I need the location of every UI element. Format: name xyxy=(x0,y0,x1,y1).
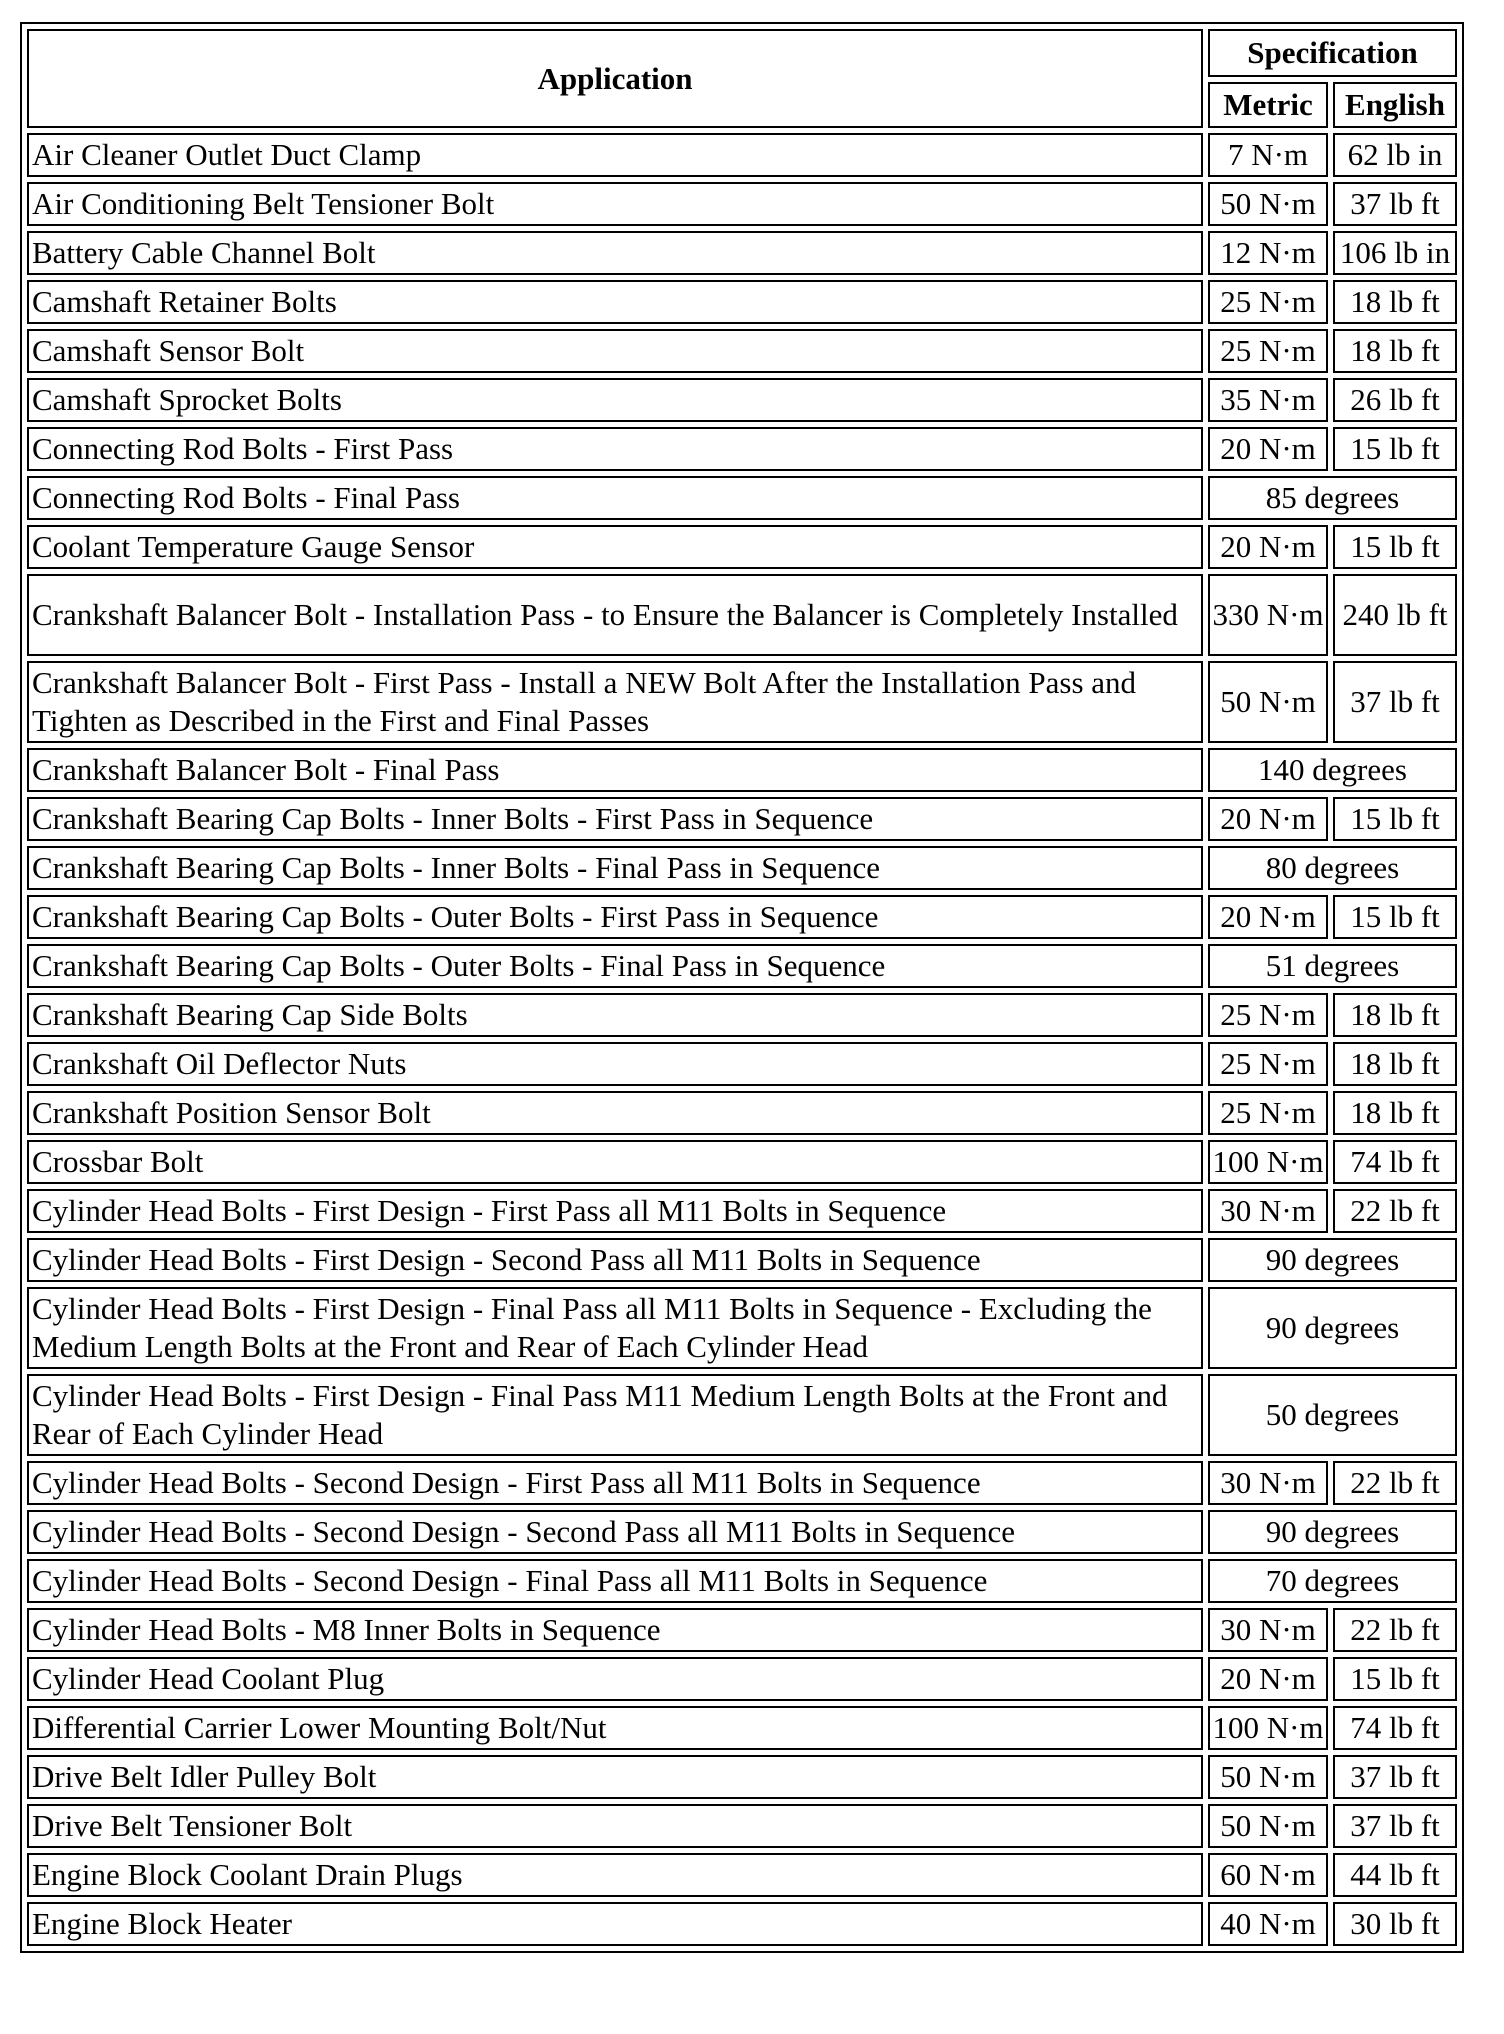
application-cell: Cylinder Head Bolts - Second Design - Final Pass all M11 Bolts in Sequence xyxy=(27,1559,1203,1603)
metric-cell: 25 N·m xyxy=(1208,280,1328,324)
application-cell: Cylinder Head Bolts - First Design - Final Pass M11 Medium Length Bolts at the Front and Rear of Each Cylinder Head xyxy=(27,1374,1203,1456)
metric-cell: 50 N·m xyxy=(1208,182,1328,226)
english-cell: 30 lb ft xyxy=(1333,1902,1457,1946)
specification-cell: 90 degrees xyxy=(1208,1238,1457,1282)
english-cell: 22 lb ft xyxy=(1333,1189,1457,1233)
english-cell: 37 lb ft xyxy=(1333,182,1457,226)
application-cell: Differential Carrier Lower Mounting Bolt/Nut xyxy=(27,1706,1203,1750)
table-row xyxy=(27,1091,1457,1135)
torque-spec-table xyxy=(20,22,1464,1953)
table-row xyxy=(27,1608,1457,1652)
application-cell: Crankshaft Bearing Cap Side Bolts xyxy=(27,993,1203,1037)
table-row xyxy=(27,661,1457,743)
table-row xyxy=(27,748,1457,792)
english-cell: 18 lb ft xyxy=(1333,280,1457,324)
metric-cell: 20 N·m xyxy=(1208,895,1328,939)
english-cell: 62 lb in xyxy=(1333,133,1457,177)
metric-cell: 30 N·m xyxy=(1208,1608,1328,1652)
metric-cell: 100 N·m xyxy=(1208,1706,1328,1750)
metric-cell: 35 N·m xyxy=(1208,378,1328,422)
english-cell: 18 lb ft xyxy=(1333,1042,1457,1086)
specification-cell: 70 degrees xyxy=(1208,1559,1457,1603)
specification-cell: 85 degrees xyxy=(1208,476,1457,520)
metric-cell: 20 N·m xyxy=(1208,1657,1328,1701)
table-row xyxy=(27,1189,1457,1233)
table-row xyxy=(27,329,1457,373)
application-cell: Crossbar Bolt xyxy=(27,1140,1203,1184)
table-row xyxy=(27,231,1457,275)
table-row xyxy=(27,797,1457,841)
specification-cell: 80 degrees xyxy=(1208,846,1457,890)
application-cell: Cylinder Head Bolts - First Design - Second Pass all M11 Bolts in Sequence xyxy=(27,1238,1203,1282)
table-row xyxy=(27,525,1457,569)
table-row xyxy=(27,1804,1457,1848)
application-cell: Cylinder Head Bolts - Second Design - First Pass all M11 Bolts in Sequence xyxy=(27,1461,1203,1505)
english-cell: 15 lb ft xyxy=(1333,1657,1457,1701)
metric-cell: 20 N·m xyxy=(1208,427,1328,471)
metric-cell: 30 N·m xyxy=(1208,1189,1328,1233)
metric-cell: 50 N·m xyxy=(1208,1804,1328,1848)
english-cell: 18 lb ft xyxy=(1333,1091,1457,1135)
table-row xyxy=(27,1042,1457,1086)
english-cell: 15 lb ft xyxy=(1333,797,1457,841)
application-cell: Crankshaft Balancer Bolt - Final Pass xyxy=(27,748,1203,792)
english-cell: 44 lb ft xyxy=(1333,1853,1457,1897)
table-row xyxy=(27,133,1457,177)
table-row xyxy=(27,280,1457,324)
table-row xyxy=(27,993,1457,1037)
table-row xyxy=(27,1461,1457,1505)
metric-cell: 30 N·m xyxy=(1208,1461,1328,1505)
metric-header: Metric xyxy=(1208,82,1328,128)
table-header-row xyxy=(27,29,1457,77)
application-cell: Camshaft Sprocket Bolts xyxy=(27,378,1203,422)
metric-cell: 25 N·m xyxy=(1208,329,1328,373)
application-cell: Crankshaft Bearing Cap Bolts - Inner Bolts - Final Pass in Sequence xyxy=(27,846,1203,890)
application-cell: Cylinder Head Bolts - First Design - First Pass all M11 Bolts in Sequence xyxy=(27,1189,1203,1233)
english-cell: 15 lb ft xyxy=(1333,427,1457,471)
application-cell: Cylinder Head Bolts - First Design - Final Pass all M11 Bolts in Sequence - Excluding the Medium Length Bolts at the Front and Rear of Each Cylinder Head xyxy=(27,1287,1203,1369)
table-row xyxy=(27,427,1457,471)
english-cell: 22 lb ft xyxy=(1333,1608,1457,1652)
table-row xyxy=(27,846,1457,890)
application-cell: Crankshaft Balancer Bolt - First Pass - Install a NEW Bolt After the Installation Pass and Tighten as Described in the First and Final Passes xyxy=(27,661,1203,743)
metric-cell: 12 N·m xyxy=(1208,231,1328,275)
table-row xyxy=(27,1755,1457,1799)
english-cell: 106 lb in xyxy=(1333,231,1457,275)
table-row xyxy=(27,944,1457,988)
specification-cell: 90 degrees xyxy=(1208,1287,1457,1369)
english-cell: 37 lb ft xyxy=(1333,1804,1457,1848)
table-row xyxy=(27,182,1457,226)
english-cell: 26 lb ft xyxy=(1333,378,1457,422)
table-row xyxy=(27,1559,1457,1603)
specification-cell: 90 degrees xyxy=(1208,1510,1457,1554)
application-cell: Crankshaft Oil Deflector Nuts xyxy=(27,1042,1203,1086)
english-cell: 15 lb ft xyxy=(1333,525,1457,569)
application-cell: Cylinder Head Bolts - M8 Inner Bolts in Sequence xyxy=(27,1608,1203,1652)
table-row xyxy=(27,1706,1457,1750)
application-cell: Crankshaft Position Sensor Bolt xyxy=(27,1091,1203,1135)
application-cell: Cylinder Head Bolts - Second Design - Second Pass all M11 Bolts in Sequence xyxy=(27,1510,1203,1554)
english-cell: 15 lb ft xyxy=(1333,895,1457,939)
table-body xyxy=(27,133,1457,1946)
metric-cell: 25 N·m xyxy=(1208,1042,1328,1086)
application-cell: Engine Block Coolant Drain Plugs xyxy=(27,1853,1203,1897)
application-cell: Connecting Rod Bolts - First Pass xyxy=(27,427,1203,471)
table-row xyxy=(27,1510,1457,1554)
table-row xyxy=(27,895,1457,939)
application-cell: Drive Belt Idler Pulley Bolt xyxy=(27,1755,1203,1799)
application-cell: Crankshaft Bearing Cap Bolts - Inner Bolts - First Pass in Sequence xyxy=(27,797,1203,841)
application-cell: Air Conditioning Belt Tensioner Bolt xyxy=(27,182,1203,226)
metric-cell: 25 N·m xyxy=(1208,993,1328,1037)
metric-cell: 20 N·m xyxy=(1208,797,1328,841)
application-cell: Drive Belt Tensioner Bolt xyxy=(27,1804,1203,1848)
table-row xyxy=(27,1902,1457,1946)
english-header: English xyxy=(1333,82,1457,128)
english-cell: 74 lb ft xyxy=(1333,1706,1457,1750)
table-row xyxy=(27,1374,1457,1456)
application-cell: Crankshaft Bearing Cap Bolts - Outer Bolts - Final Pass in Sequence xyxy=(27,944,1203,988)
metric-cell: 25 N·m xyxy=(1208,1091,1328,1135)
metric-cell: 60 N·m xyxy=(1208,1853,1328,1897)
metric-cell: 330 N·m xyxy=(1208,574,1328,656)
application-cell: Battery Cable Channel Bolt xyxy=(27,231,1203,275)
application-cell: Crankshaft Bearing Cap Bolts - Outer Bolts - First Pass in Sequence xyxy=(27,895,1203,939)
metric-cell: 50 N·m xyxy=(1208,1755,1328,1799)
application-cell: Camshaft Sensor Bolt xyxy=(27,329,1203,373)
specification-cell: 51 degrees xyxy=(1208,944,1457,988)
table-row xyxy=(27,1657,1457,1701)
english-cell: 18 lb ft xyxy=(1333,329,1457,373)
table-row xyxy=(27,1287,1457,1369)
application-cell: Engine Block Heater xyxy=(27,1902,1203,1946)
metric-cell: 20 N·m xyxy=(1208,525,1328,569)
metric-cell: 100 N·m xyxy=(1208,1140,1328,1184)
english-cell: 22 lb ft xyxy=(1333,1461,1457,1505)
application-cell: Connecting Rod Bolts - Final Pass xyxy=(27,476,1203,520)
english-cell: 240 lb ft xyxy=(1333,574,1457,656)
specification-cell: 50 degrees xyxy=(1208,1374,1457,1456)
metric-cell: 40 N·m xyxy=(1208,1902,1328,1946)
application-cell: Coolant Temperature Gauge Sensor xyxy=(27,525,1203,569)
table-row xyxy=(27,574,1457,656)
application-cell: Crankshaft Balancer Bolt - Installation Pass - to Ensure the Balancer is Completely Installed xyxy=(27,574,1203,656)
table-row xyxy=(27,1853,1457,1897)
specification-cell: 140 degrees xyxy=(1208,748,1457,792)
application-header: Application xyxy=(27,29,1203,128)
table-row xyxy=(27,1238,1457,1282)
english-cell: 37 lb ft xyxy=(1333,661,1457,743)
application-cell: Camshaft Retainer Bolts xyxy=(27,280,1203,324)
table-row xyxy=(27,476,1457,520)
application-cell: Air Cleaner Outlet Duct Clamp xyxy=(27,133,1203,177)
application-cell: Cylinder Head Coolant Plug xyxy=(27,1657,1203,1701)
english-cell: 18 lb ft xyxy=(1333,993,1457,1037)
english-cell: 74 lb ft xyxy=(1333,1140,1457,1184)
specification-header: Specification xyxy=(1208,29,1457,77)
english-cell: 37 lb ft xyxy=(1333,1755,1457,1799)
table-row xyxy=(27,378,1457,422)
table-row xyxy=(27,1140,1457,1184)
metric-cell: 7 N·m xyxy=(1208,133,1328,177)
metric-cell: 50 N·m xyxy=(1208,661,1328,743)
